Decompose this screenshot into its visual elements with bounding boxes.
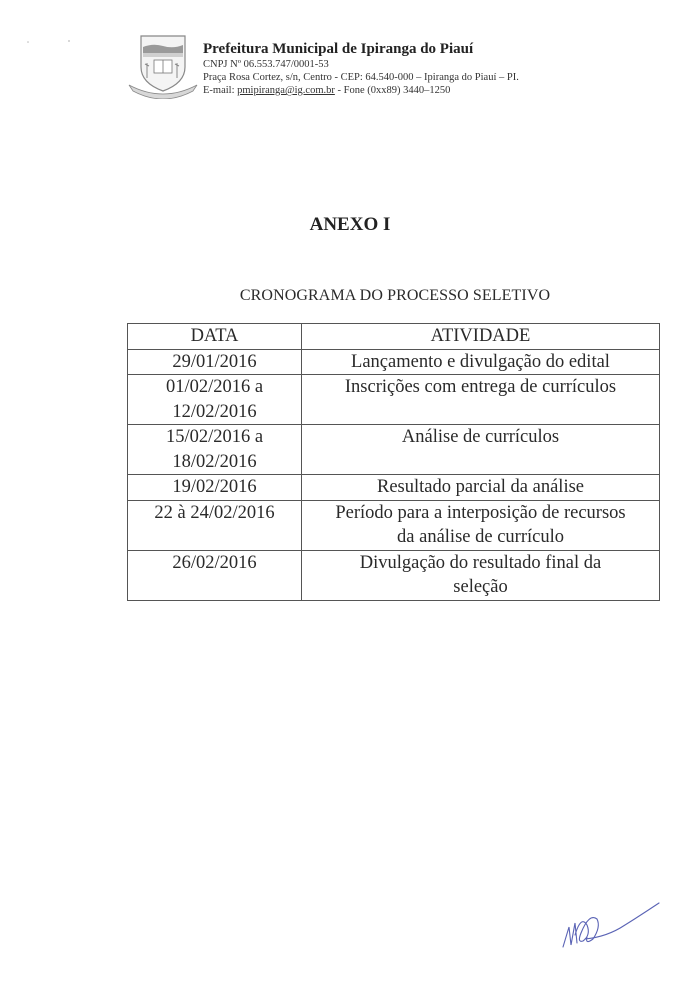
address: Praça Rosa Cortez, s/n, Centro - CEP: 64.540-000 – Ipiranga do Piauí – PI. [203, 72, 519, 83]
organization-name: Prefeitura Municipal de Ipiranga do Piauí [203, 41, 474, 57]
cnpj: CNPJ Nº 06.553.747/0001-53 [203, 59, 329, 70]
table-row [128, 500, 660, 550]
annex-title: ANEXO I [309, 214, 391, 235]
table-row [128, 375, 660, 425]
date-cell: 01/02/2016 a 12/02/2016 [128, 375, 302, 425]
contact-line [203, 84, 519, 97]
handwritten-signature-icon [555, 895, 665, 955]
table-row [128, 349, 660, 375]
email-link[interactable]: pmipiranga@ig.com.br [237, 85, 335, 96]
date-cell: 22 à 24/02/2016 [128, 500, 302, 550]
table-row [128, 475, 660, 501]
table-row [128, 550, 660, 600]
date-cell: 19/02/2016 [128, 475, 302, 501]
letterhead [127, 33, 647, 101]
activity-cell: Análise de currículos [302, 425, 660, 475]
schedule-title: CRONOGRAMA DO PROCESSO SELETIVO [239, 287, 551, 304]
schedule-table [127, 323, 660, 601]
date-cell: 26/02/2016 [128, 550, 302, 600]
email-label: E-mail: [203, 85, 238, 96]
activity-cell: Inscrições com entrega de currículos [302, 375, 660, 425]
activity-cell: Lançamento e divulgação do edital [302, 349, 660, 375]
header-activity: ATIVIDADE [302, 324, 660, 350]
coat-of-arms-icon [127, 33, 199, 99]
table-header-row [128, 324, 660, 350]
table-row [128, 425, 660, 475]
phone: - Fone (0xx89) 3440–1250 [334, 85, 451, 96]
activity-cell: Resultado parcial da análise [302, 475, 660, 501]
date-cell: 15/02/2016 a 18/02/2016 [128, 425, 302, 475]
date-cell: 29/01/2016 [128, 349, 302, 375]
activity-cell: Divulgação do resultado final da seleção [302, 550, 660, 600]
activity-cell: Período para a interposição de recursos da análise de currículo [302, 500, 660, 550]
scan-specks [25, 34, 75, 44]
header-date: DATA [128, 324, 302, 350]
